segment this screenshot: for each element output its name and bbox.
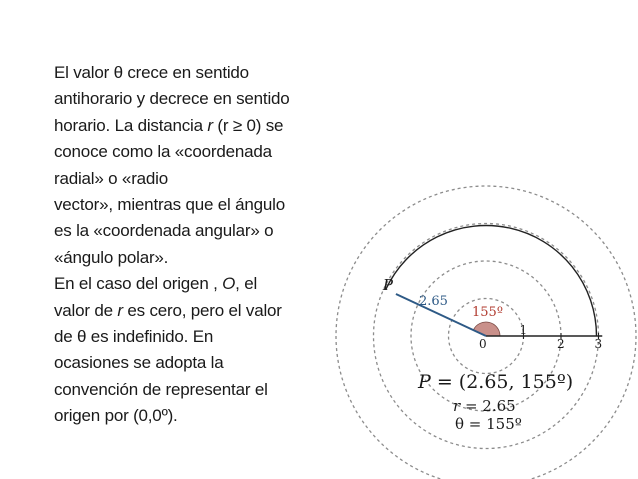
text-line: de θ es indefinido. En: [54, 327, 214, 347]
point-coordinates: P = (2.65, 155º): [418, 371, 574, 393]
tick-label-3: 3: [594, 337, 603, 351]
text-line: horario. La distancia r (r ≥ 0) se: [54, 115, 284, 135]
text-line: convención de representar el: [54, 379, 268, 399]
tick-label-2: 2: [557, 337, 565, 351]
angle-label: 155º: [472, 305, 503, 320]
text-line: antihorario y decrece en sentido: [54, 89, 290, 109]
angle-equation: θ = 155º: [455, 415, 522, 433]
tick-label-1: 1: [519, 323, 528, 337]
text-line: «ángulo polar».: [54, 247, 169, 267]
r-variable: r: [117, 300, 123, 320]
angle-wedge: [473, 322, 500, 336]
text-line: origen por (0,0º).: [54, 406, 178, 426]
text-line: es la «coordenada angular» o: [54, 221, 274, 241]
text-line: conoce como la «coordenada: [54, 142, 272, 162]
text-line: vector», mientras que el ángulo: [54, 195, 285, 215]
r-variable: r: [207, 115, 213, 135]
text-line: En el caso del origen , O, el: [54, 274, 258, 294]
radius-label: 2.65: [419, 294, 448, 309]
text-line: valor de r es cero, pero el valor: [54, 300, 282, 320]
point-label: P: [382, 276, 394, 295]
text-line: radial» o «radio: [54, 168, 168, 188]
text-line: ocasiones se adopta la: [54, 353, 224, 373]
origin-variable: O: [222, 274, 236, 294]
text-line: El valor θ crece en sentido: [54, 63, 249, 82]
radius-equation: r = 2.65: [453, 397, 516, 415]
origin-label: 0: [479, 337, 487, 351]
